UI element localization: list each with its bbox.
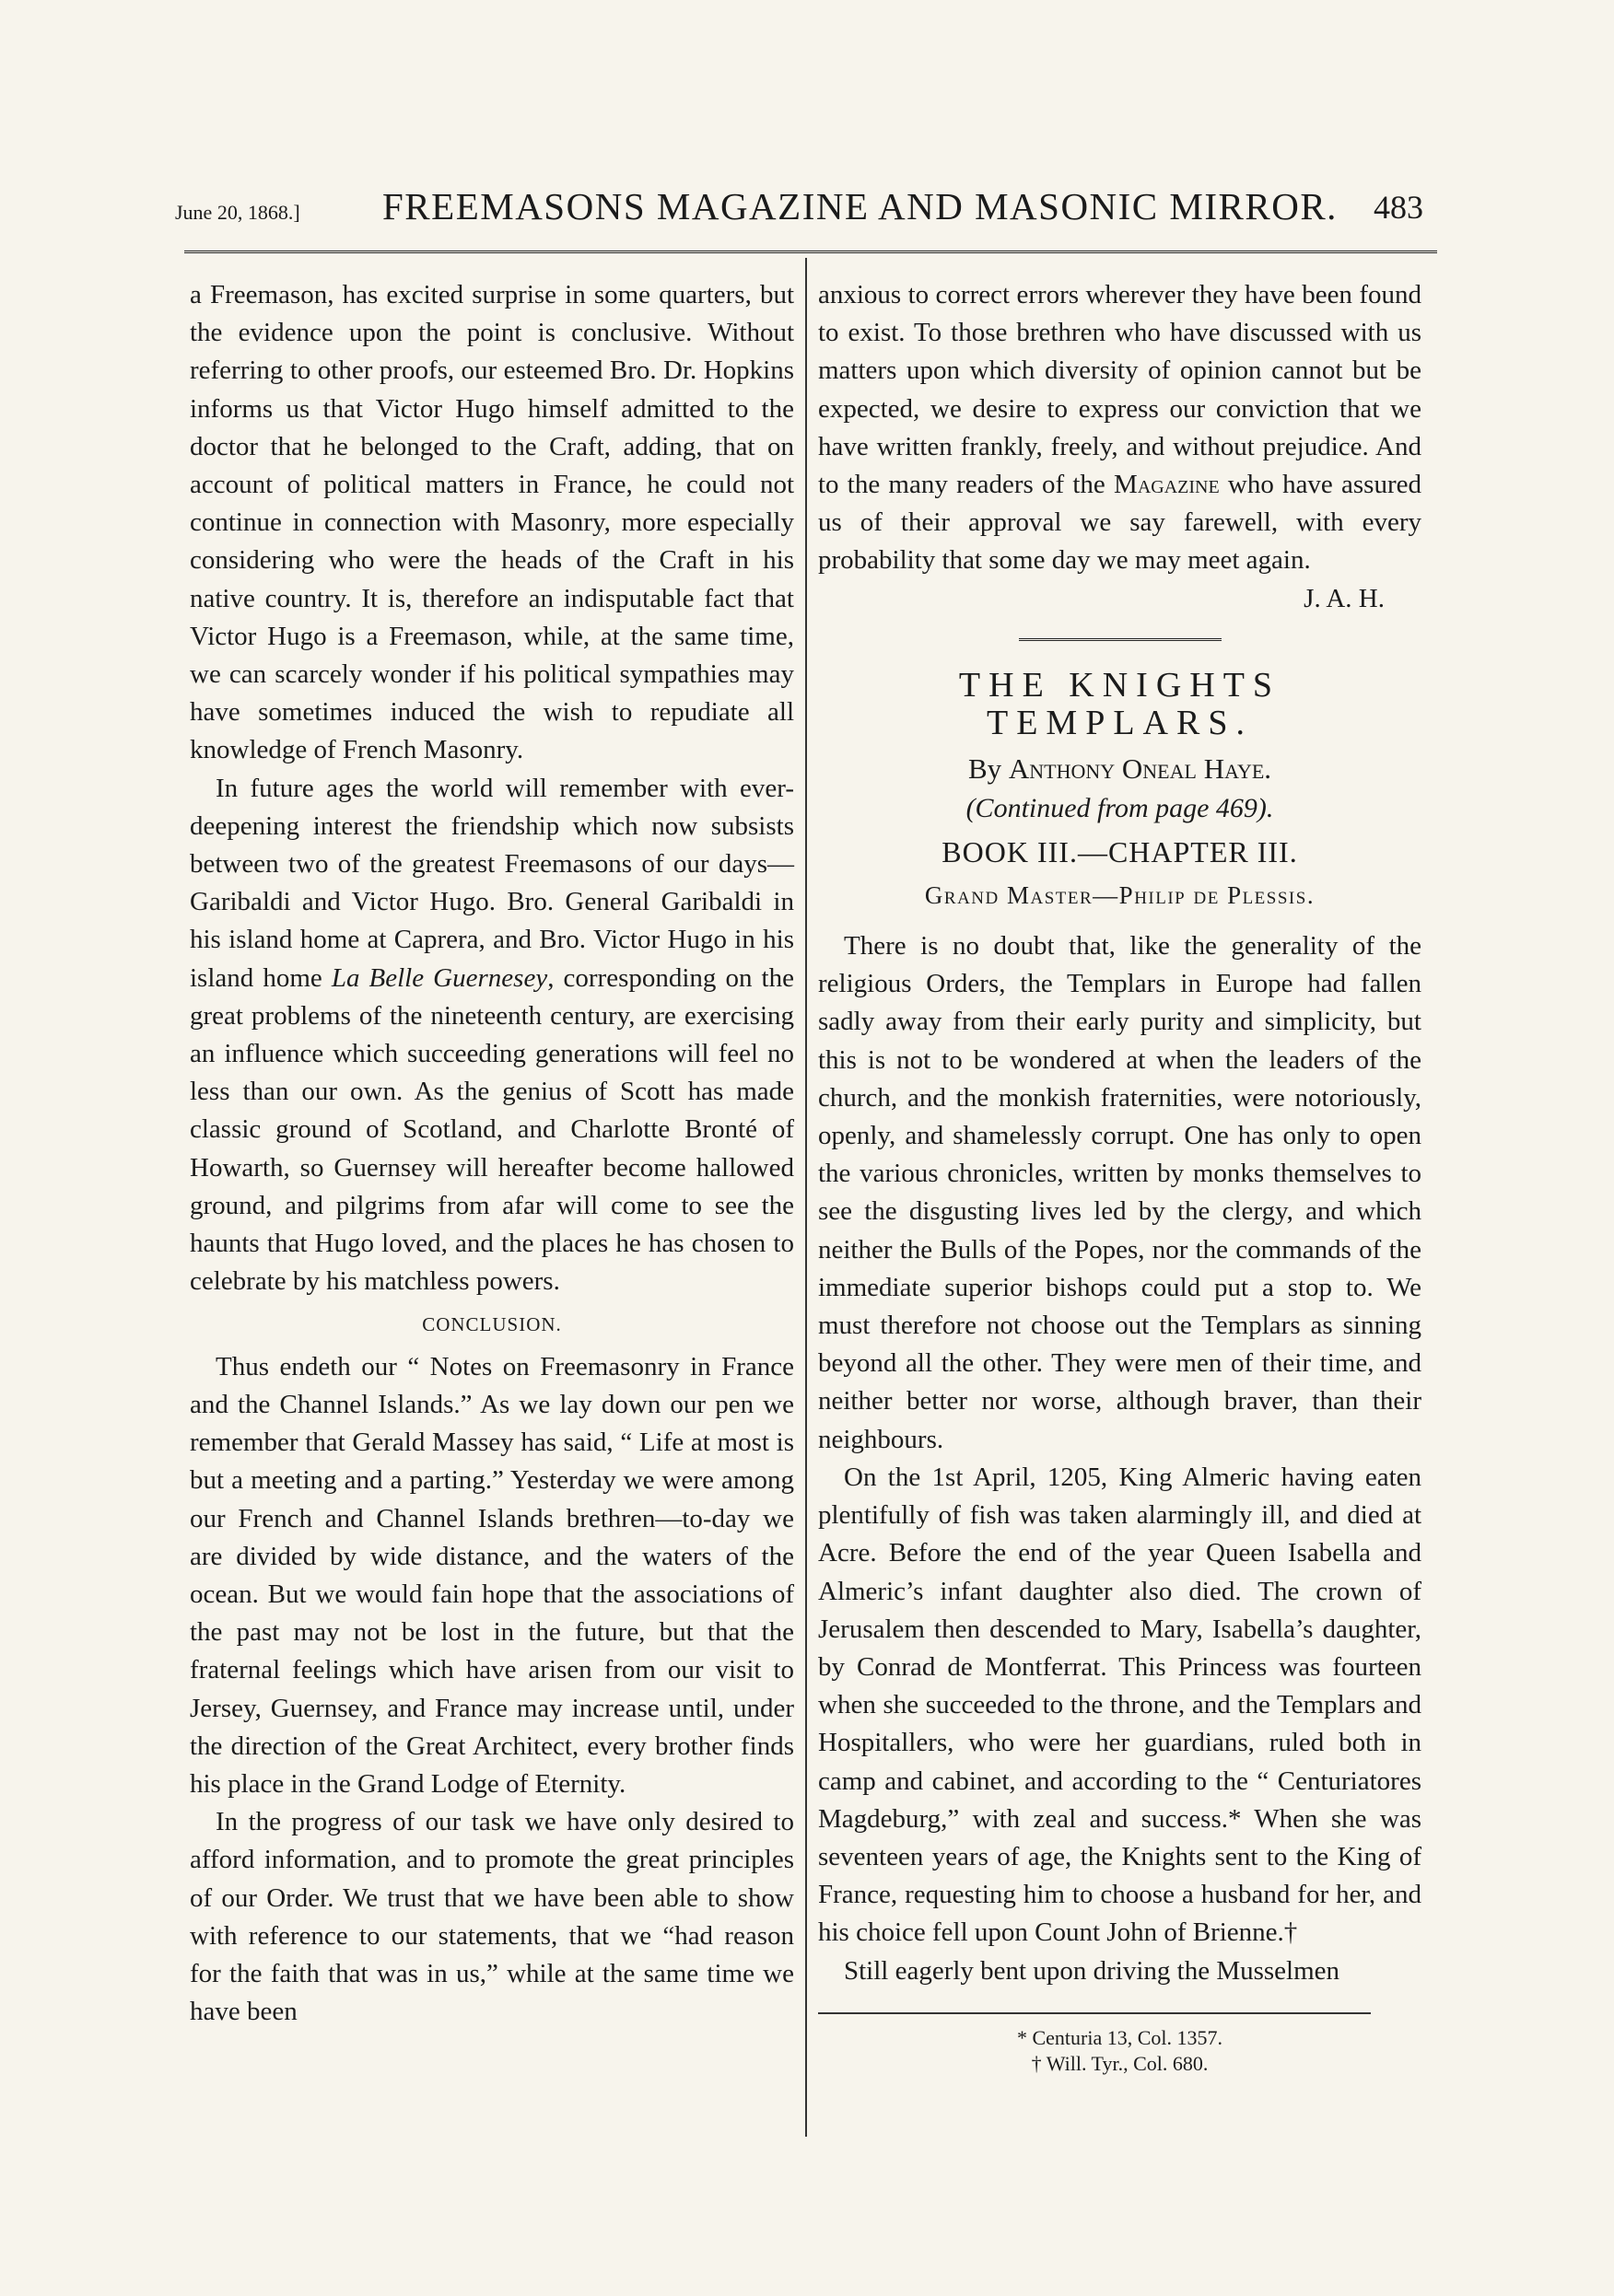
footnote: * Centuria 13, Col. 1357. (1016, 2025, 1223, 2049)
chapter-heading: BOOK III.—CHAPTER III. (942, 834, 1298, 868)
paragraph: Still eagerly bent upon driving the Musselmen (844, 1955, 1340, 1986)
section-heading: CONCLUSION. (422, 1313, 562, 1336)
article-title: THE KNIGHTS TEMPLARS. (958, 665, 1281, 743)
footnote-rule (818, 2012, 1371, 2014)
byline-prefix: By (967, 752, 1009, 786)
chapter-subtitle: Grand Master—Philip de Plessis. (924, 880, 1316, 909)
continued-note: (Continued from page 469). (965, 793, 1274, 824)
page-number: 483 (1374, 189, 1423, 226)
left-column (190, 276, 794, 2031)
text-run: , corresponding on the great problems of the nineteenth century, are exercising an influence which succeeding generations will feel no less than our own. As the genius of Scott has made classic ground of Scotland, and Charlotte Bronté of Howarth, so Guernsey will hereafter become hallowed ground, and pilgrims from afar will come to see the haunts that Hugo loved, and the places he has chosen to celebrate by his matchless powers. (190, 962, 794, 1297)
article-author (818, 750, 1421, 787)
author-name: Anthony Oneal Haye. (1008, 752, 1272, 786)
header-rule (184, 251, 1437, 253)
paragraph: In the progress of our task we have only desired to afford information, and to promote the great principles of our Order. We trust that we have been able to show with reference to our statements, that we “had reason for the faith that was in us,” while at the same time we have been (190, 1807, 794, 2027)
footnote: † Will. Tyr., Col. 680. (1031, 2051, 1209, 2075)
paragraph (818, 276, 1421, 580)
paragraph: Thus endeth our “ Notes on Freemasonry in France and the Channel Islands.” As we lay down our pen we remember that Gerald Massey has said, “ Life at most is but a meeting and a parting.” Yesterday we were among our French and Channel Islands brethren—to-day we are divided by wide distance, and the waters of the ocean. But we would fain hope that the associations of the past may not be lost in the future, but that the fraternal feelings which have arisen from our visit to Jersey, Guernsey, and France may increase until, under the direction of the Great Architect, every brother finds his place in the Grand Lodge of Eternity. (190, 1351, 794, 1799)
text-run: In future ages the world will remember with ever-deepening interest the friendship which now subsists between two of the greatest Freemasons of our days—Garibaldi and Victor Hugo. Bro. General Garibaldi in his island home at Caprera, and Bro. Victor Hugo in his island home (190, 773, 794, 993)
text-run: anxious to correct errors wherever they have been found to exist. To those brethren who have discussed with us matters upon which diversity of opinion cannot but be expected, we desire to express our conviction that we have written frankly, freely, and without prejudice. And to the many readers of the (818, 280, 1421, 500)
paragraph: a Freemason, has excited surprise in some quarters, but the evidence upon the point is conclusive. Without referring to other proofs, our esteemed Bro. Dr. Hopkins informs us that Victor Hugo himself admitted to the doctor that he belonged to the Craft, adding, that on account of political matters in France, he could not continue in connection with Masonry, more especially considering who were the heads of the Craft in his native country. It is, therefore an indisputable fact that Victor Hugo is a Freemason, while, at the same time, we can scarcely wonder if his political sympathies may have sometimes induced the wish to repudiate all knowledge of French Masonry. (190, 280, 794, 765)
right-column (818, 276, 1421, 2077)
section-divider (1019, 638, 1222, 641)
magazine-name: Magazine (1114, 470, 1220, 500)
signature: J. A. H. (1304, 583, 1385, 613)
issue-date: June 20, 1868.] (175, 201, 300, 224)
magazine-title: FREEMASONS MAGAZINE AND MASONIC MIRROR. (382, 185, 1338, 227)
column-divider (805, 258, 807, 2137)
page-header (175, 184, 1446, 239)
italic-text: La Belle Guernesey (331, 962, 548, 993)
paragraph: There is no doubt that, like the generality of the religious Orders, the Templars in Europe had fallen sadly away from their early purity and simplicity, but this is not to be wondered at when the leaders of the church, and the monkish fraternities, were notoriously, openly, and shamelessly corrupt. One has only to open the various chronicles, written by monks themselves to see the disgusting lives led by the clergy, and which neither the Bulls of the Popes, nor the commands of the immediate superior bishops could put a stop to. We must therefore not choose out the Templars as sinning beyond all the other. They were men of their time, and neither better nor worse, although braver, than their neighbours. (818, 931, 1421, 1454)
text-run: who have assured us of their approval we say farewell, with every probability that some day we may meet again. (818, 470, 1421, 576)
paragraph: On the 1st April, 1205, King Almeric having eaten plentifully of fish was taken alarmingly ill, and died at Acre. Before the end of the year Queen Isabella and Almeric’s infant daughter also died. The crown of Jerusalem then descended to Mary, Isabella’s daughter, by Conrad de Montferrat. This Princess was fourteen when she succeeded to the throne, and the Templars and Hospitallers, who were her guardians, ruled both in camp and cabinet, and according to the “ Centuriatores Magdeburg,” with zeal and success.* When she was seventeen years of age, the Knights sent to the King of France, requesting him to choose a husband for her, and his choice fell upon Count John of Brienne.† (818, 1462, 1421, 1948)
paragraph (190, 770, 794, 1301)
